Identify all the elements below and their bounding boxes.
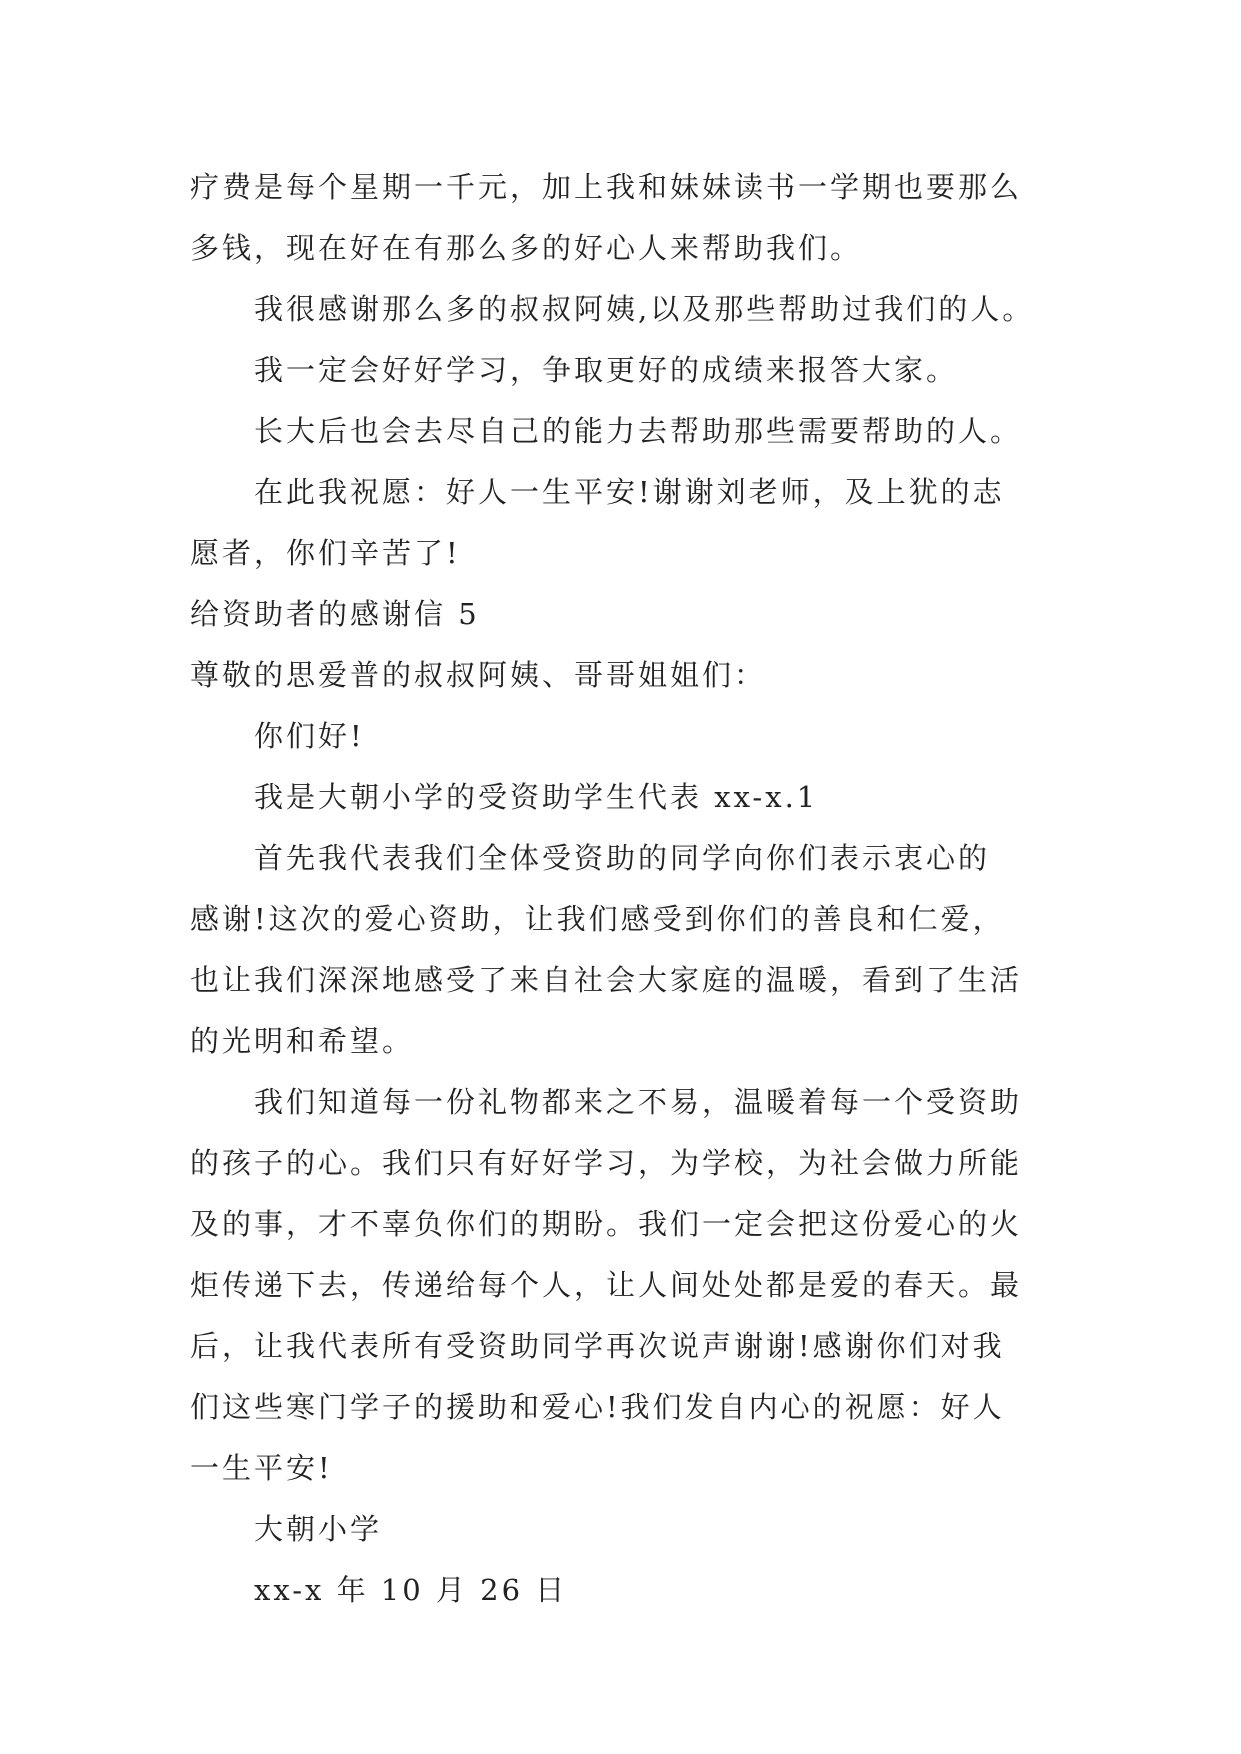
text-line: 疗费是每个星期一千元，加上我和妹妹读书一学期也要那么 bbox=[190, 170, 1023, 204]
greeting: 你们好! bbox=[254, 719, 365, 753]
text-line: 在此我祝愿：好人一生平安!谢谢刘老师，及上犹的志 bbox=[254, 475, 1005, 509]
signature-date: xx-x 年 10 月 26 日 bbox=[254, 1573, 568, 1607]
text-line: 的孩子的心。我们只有好好学习，为学校，为社会做力所能 bbox=[190, 1146, 1023, 1180]
text-line: 及的事，才不辜负你们的期盼。我们一定会把这份爱心的火 bbox=[190, 1207, 1023, 1241]
text-line: 也让我们深深地感受了来自社会大家庭的温暖，看到了生活 bbox=[190, 963, 1023, 997]
text-line: 多钱，现在好在有那么多的好心人来帮助我们。 bbox=[190, 231, 863, 265]
text-line: 炬传递下去，传递给每个人，让人间处处都是爱的春天。最 bbox=[190, 1268, 1023, 1302]
text-line: 一生平安! bbox=[190, 1451, 333, 1485]
text-line: 我是大朝小学的受资助学生代表 xx-x.1 bbox=[254, 780, 819, 814]
text-line: 我很感谢那么多的叔叔阿姨,以及那些帮助过我们的人。 bbox=[254, 292, 1035, 326]
text-line: 的光明和希望。 bbox=[190, 1024, 415, 1058]
text-line: 首先我代表我们全体受资助的同学向你们表示衷心的 bbox=[254, 841, 991, 875]
text-line: 感谢!这次的爱心资助，让我们感受到你们的善良和仁爱， bbox=[190, 902, 1005, 936]
text-line: 我一定会好好学习，争取更好的成绩来报答大家。 bbox=[254, 353, 959, 387]
text-line: 长大后也会去尽自己的能力去帮助那些需要帮助的人。 bbox=[254, 414, 1023, 448]
letter-body bbox=[190, 157, 1070, 1621]
text-line: 后，让我代表所有受资助同学再次说声谢谢!感谢你们对我 bbox=[190, 1329, 1005, 1363]
section-heading: 给资助者的感谢信 5 bbox=[190, 597, 480, 631]
signature-school: 大朝小学 bbox=[254, 1512, 383, 1546]
text-line: 愿者，你们辛苦了! bbox=[190, 536, 461, 570]
text-line: 我们知道每一份礼物都来之不易，温暖着每一个受资助 bbox=[254, 1085, 1023, 1119]
text-line: 们这些寒门学子的援助和爱心!我们发自内心的祝愿：好人 bbox=[190, 1390, 1005, 1424]
salutation: 尊敬的思爱普的叔叔阿姨、哥哥姐姐们： bbox=[190, 658, 767, 692]
